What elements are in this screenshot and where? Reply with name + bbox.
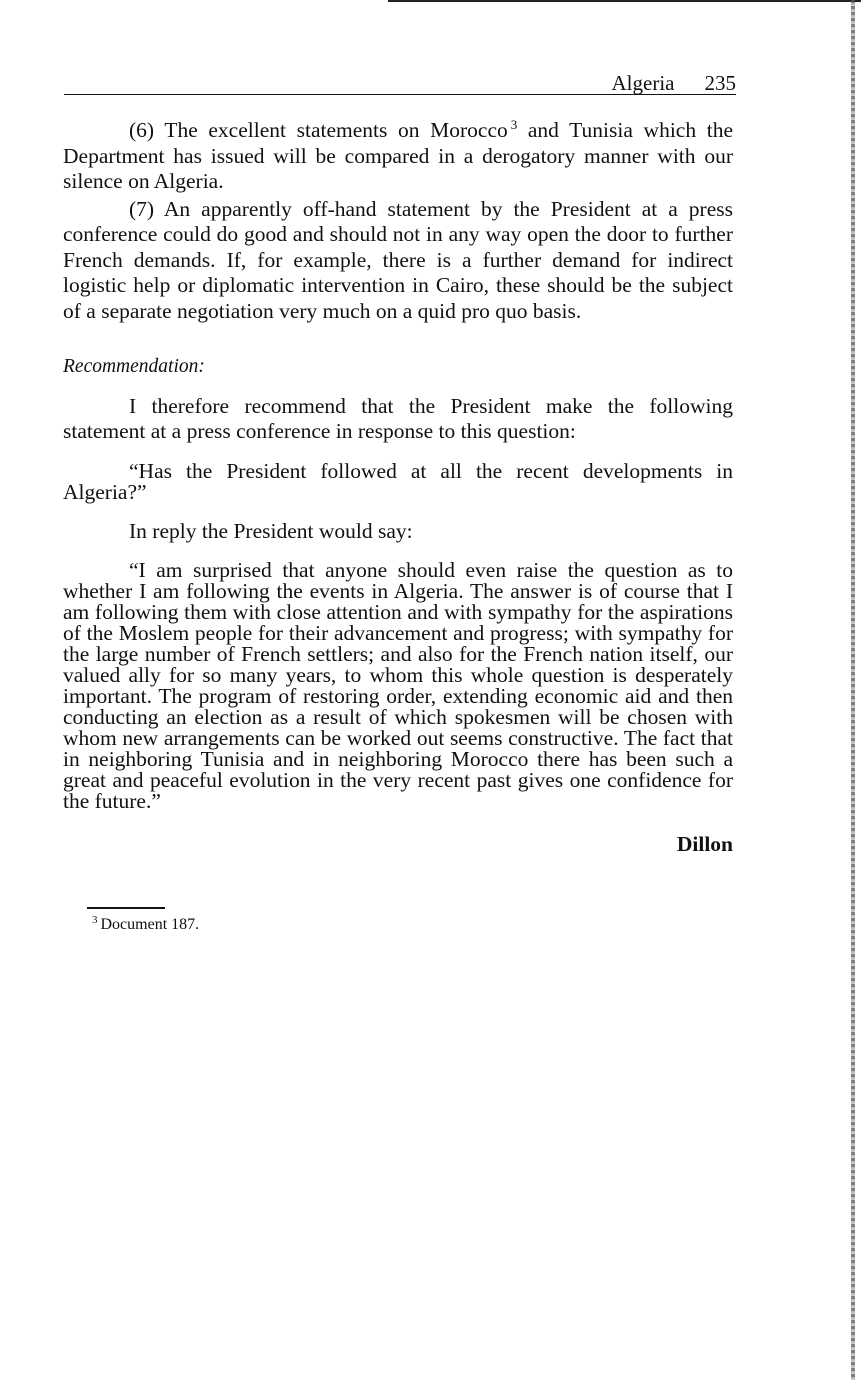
footnote-reference: 3 [510,116,518,132]
top-edge-rule [388,0,861,2]
footnote-text: Document 187. [100,916,200,933]
statement-paragraph: “I am surprised that anyone should even raise the question as to whether I am following the events in Algeria. The answer is of course that I am following them with close attention and with sympathy for the aspirations of the Moslem people for their advancement and progress; with sympathy for the large number of French settlers; and also for the French nation itself, our valued ally for so many years, to whom this whole question is desperately important. The program of restoring order, extending economic aid and then conducting an election as a result of which spokesmen will be chosen with whom new arrangements can be worked out seems constructive. The fact that in neighboring Tunisia and in neighboring Morocco there has been such a great and peaceful evolution in the very recent past gives one confidence for the future.” [63,558,733,813]
paragraph-6 [63,118,733,195]
footnote-mark: 3 [92,913,98,926]
page-number: 235 [704,71,736,95]
reply-intro-paragraph: In reply the President would say: [129,518,413,543]
footnote [92,913,200,934]
running-head [64,72,736,95]
paragraph-6-text-end: and Tunisia which the Department has issued will be compared in a derogatory manner with our silence on Algeria. [63,118,733,193]
footnote-rule [87,907,165,909]
paragraph-6-text-start: (6) The excellent statements on Morocco [129,118,508,142]
paragraph-7: (7) An apparently off-hand statement by the President at a press conference could do good and should not in any way open the door to further French demands. If, for example, there is a further demand for indirect logistic help or diplomatic intervention in Cairo, these should be the subject of a separate negotiation very much on a quid pro quo basis. [63,196,733,323]
page-binding-edge [851,0,855,1380]
document-body [63,118,733,858]
recommendation-heading: Recommendation: [63,356,205,377]
question-paragraph: “Has the President followed at all the recent developments in Algeria?” [63,458,733,504]
signature: Dillon [676,832,733,856]
running-head-title: Algeria [611,71,675,95]
recommendation-paragraph: I therefore recommend that the President make the following statement at a press conference in response to this question: [63,393,733,443]
